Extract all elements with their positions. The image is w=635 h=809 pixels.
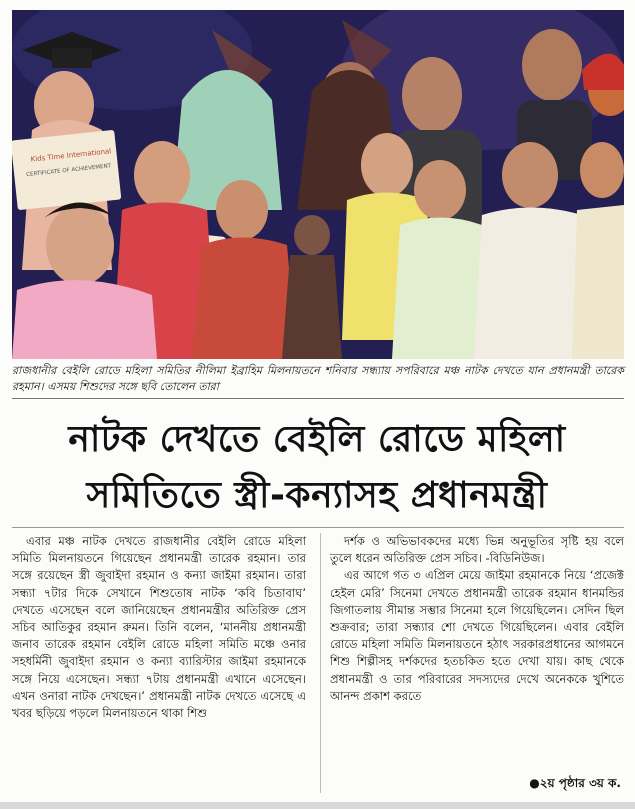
article-paragraph: এবার মঞ্চ নাটক দেখতে রাজধানীর বেইলি রোডে মহিলা সমিতি মিলনায়তনে গিয়েছেন প্রধানমন্ত্রী তারেক রহমান। তার সঙ্গে রয়েছেন স্ত্রী জুবাইদা রহমান ও কন্যা জাইমা রহমান। তারা সন্ধ্যা ৭টার দিকে সেখানে শিশুতোষ নাটক ‘কবি চিতাবাঘ’ দেখতে এসেছেন বলে জানিয়েছেন প্রধানমন্ত্রীর অতিরিক্ত প্রেস সচিব আতিকুর রহমান রুমন। তিনি বলেন, ‘মাননীয় প্রধানমন্ত্রী জনাব তারেক রহমান বেইলি রোডে মহিলা সমিতি মঞ্চে ওনার সহধর্মিনী জুবাইদা রহমান ও কন্যা ব্যারিস্টার জাইমা রহমানকে সঙ্গে নিয়ে এসেছেন। সন্ধ্যা ৭টায় প্রধানমন্ত্রী এখানে এসেছেন। এখন ওনারা নাটক দেখছেন।’ প্রধানমন্ত্রী নাটক দেখতে এসেছে এ খবর ছড়িয়ে পড়লে মিলনায়তনে থাকা শিশু — [12, 534, 306, 721]
photo-illustration — [12, 10, 624, 359]
certificate-brand-text: Kids Time International — [30, 147, 112, 164]
photo-caption: রাজধানীর বেইলি রোডে মহিলা সমিতির নীলিমা ইব্রাহিম মিলনায়তনে শনিবার সন্ধ্যায় সপরিবারে মঞ্চ নাটক দেখতে যান প্রধানমন্ত্রী তারেক রহমান। এসময় শিশুদের সঙ্গে ছবি তোলেন তারা — [12, 361, 624, 399]
news-photo — [12, 10, 624, 359]
article-paragraph: দর্শক ও অভিভাবকদের মধ্যে ভিন্ন অনুভূতির সৃষ্টি হয় বলে তুলে ধরেন অতিরিক্ত প্রেস সচিব। -বিডিনিউজ। — [330, 534, 624, 566]
certificate-title-text: CERTIFICATE OF ACHIEVEMENT — [26, 163, 112, 179]
headline-line-1: নাটক দেখতে বেইলি রোডে মহিলা — [68, 419, 566, 460]
article-column-right — [330, 533, 624, 705]
article-paragraph: এর আগে গত ৩ এপ্রিল মেয়ে জাইমা রহমানকে নিয়ে ‘প্রজেক্ট হেইল মেরি’ সিনেমা দেখতে প্রধানমন্ত্রী তারেক রহমান ধানমন্ডির জিগাতলায় সীমান্ত সম্ভার সিনেমা হলে গিয়েছিলেন। সেদিন ছিল শুক্রবার; তারা সন্ধ্যার শো দেখতে গিয়েছিলেন। এবার বেইলি রোডে মহিলা সমিতি মিলনায়তনে হঠাৎ সরকারপ্রধানের আগমনে শিশু শিল্পীসহ দর্শকদের হতচকিত হতে দেখা যায়। কাছ থেকে প্রধানমন্ত্রী ও তার পরিবারের সদস্যদের দেখে অনেককে খুশিতে আনন্দ প্রকাশ করতে — [330, 568, 624, 703]
headline-rule — [12, 527, 624, 528]
headline-line-2: সমিতিতে স্ত্রী-কন্যাসহ প্রধানমন্ত্রী — [86, 475, 548, 516]
column-divider — [320, 533, 321, 793]
page-bottom-bar — [0, 802, 635, 809]
headline — [8, 412, 626, 524]
continuation-note: ●২য় পৃষ্ঠার ৩য় ক. — [529, 776, 621, 790]
article-column-left — [12, 533, 306, 722]
